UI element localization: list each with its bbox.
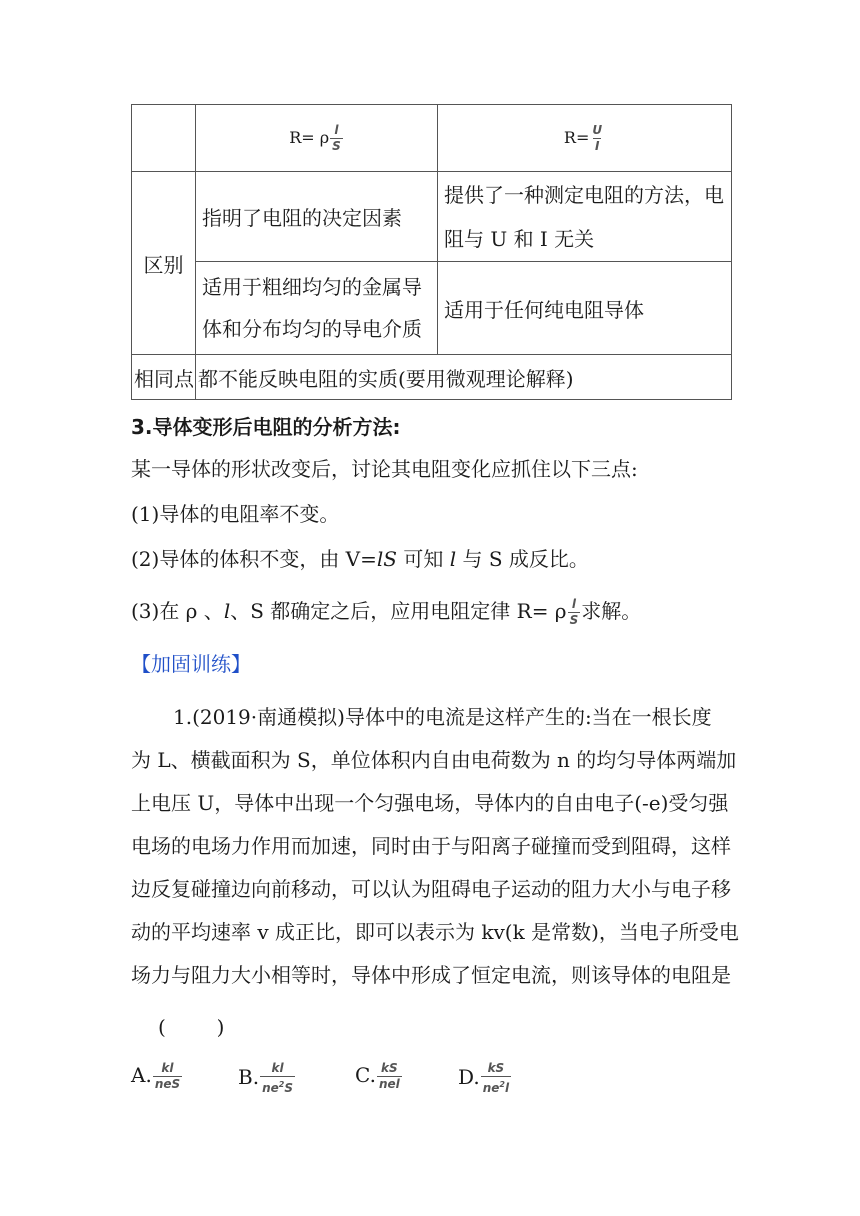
similarity-text: 都不能反映电阻的实质(要用微观理论解释) (196, 355, 732, 400)
table-corner-cell (132, 105, 196, 172)
intro-paragraph: 某一导体的形状改变后，讨论其电阻变化应抓住以下三点: (131, 457, 638, 481)
formula-r-rho-l-over-s: R= ρ $\frac{l}{S}$ (196, 105, 438, 172)
table-cell: 适用于任何纯电阻导体 (438, 262, 732, 355)
point-2: (2)导体的体积不变，由 V=lS 可知 l 与 S 成反比。 (131, 547, 589, 571)
option-b[interactable]: B. $\frac{kl}{ne^2S}$ (238, 1061, 293, 1095)
table-row (132, 262, 732, 355)
table-cell: 提供了一种测定电阻的方法，电 阻与 U 和 I 无关 (438, 172, 732, 262)
fraction-u-over-i: $\frac{U}{I}$ (592, 122, 603, 153)
question-line: 动的平均速率 v 成正比，即可以表示为 kv(k 是常数)，当电子所受电 (131, 920, 739, 944)
practice-tag: 【加固训练】 (131, 652, 251, 676)
difference-label: 区别 (132, 172, 196, 355)
table-row (132, 172, 732, 262)
option-a[interactable]: A. $\frac{kl}{\text{neS}}$ (131, 1061, 181, 1091)
question-line: 1.(2019·南通模拟)导体中的电流是这样产生的:当在一根长度 (173, 705, 712, 729)
section-heading: 3.导体变形后电阻的分析方法: (131, 415, 401, 439)
question-line: 上电压 U，导体中出现一个匀强电场，导体内的自由电子(-e)受匀强 (131, 791, 729, 815)
question-line: 场力与阻力大小相等时，导体中形成了恒定电流，则该导体的电阻是 (131, 963, 731, 987)
fraction-ks-over-ne2l: $\frac{kS}{ne^2l}$ (482, 1061, 510, 1095)
fraction-kl-over-nes: $\frac{kl}{\text{neS}}$ (154, 1061, 181, 1091)
option-d[interactable]: D. $\frac{kS}{ne^2l}$ (458, 1061, 510, 1095)
answer-blank: ( ) (158, 1015, 225, 1039)
fraction-ks-over-nel: $\frac{kS}{\text{nel}}$ (378, 1061, 400, 1091)
formula-r-u-over-i: R= $\frac{U}{I}$ (438, 105, 732, 172)
point-1: (1)导体的电阻率不变。 (131, 502, 340, 526)
fraction-l-over-s: $\frac{l}{S}$ (332, 122, 341, 153)
question-line: 电场的电场力作用而加速，同时由于与阳离子碰撞而受到阻碍，这样 (131, 834, 731, 858)
fraction-kl-over-ne2s: $\frac{kl}{ne^2S}$ (262, 1061, 293, 1095)
table-header-row (132, 105, 732, 172)
table-cell: 指明了电阻的决定因素 (196, 172, 438, 262)
fraction-l-over-s: $\frac{l}{S}$ (569, 597, 579, 627)
option-c[interactable]: C. $\frac{kS}{\text{nel}}$ (355, 1061, 400, 1091)
table-row (132, 355, 732, 400)
point-3: (3)在 ρ 、l、S 都确定之后，应用电阻定律 R= ρ $\frac{l}{S}$ 求解。 (131, 597, 642, 627)
question-line: 边反复碰撞边向前移动，可以认为阻碍电子运动的阻力大小与电子移 (131, 877, 731, 901)
table-cell: 适用于粗细均匀的金属导 体和分布均匀的导电介质 (196, 262, 438, 355)
comparison-table (131, 104, 732, 400)
question-line: 为 L、横截面积为 S，单位体积内自由电荷数为 n 的均匀导体两端加 (131, 748, 737, 772)
similarity-label: 相同点 (132, 355, 196, 400)
